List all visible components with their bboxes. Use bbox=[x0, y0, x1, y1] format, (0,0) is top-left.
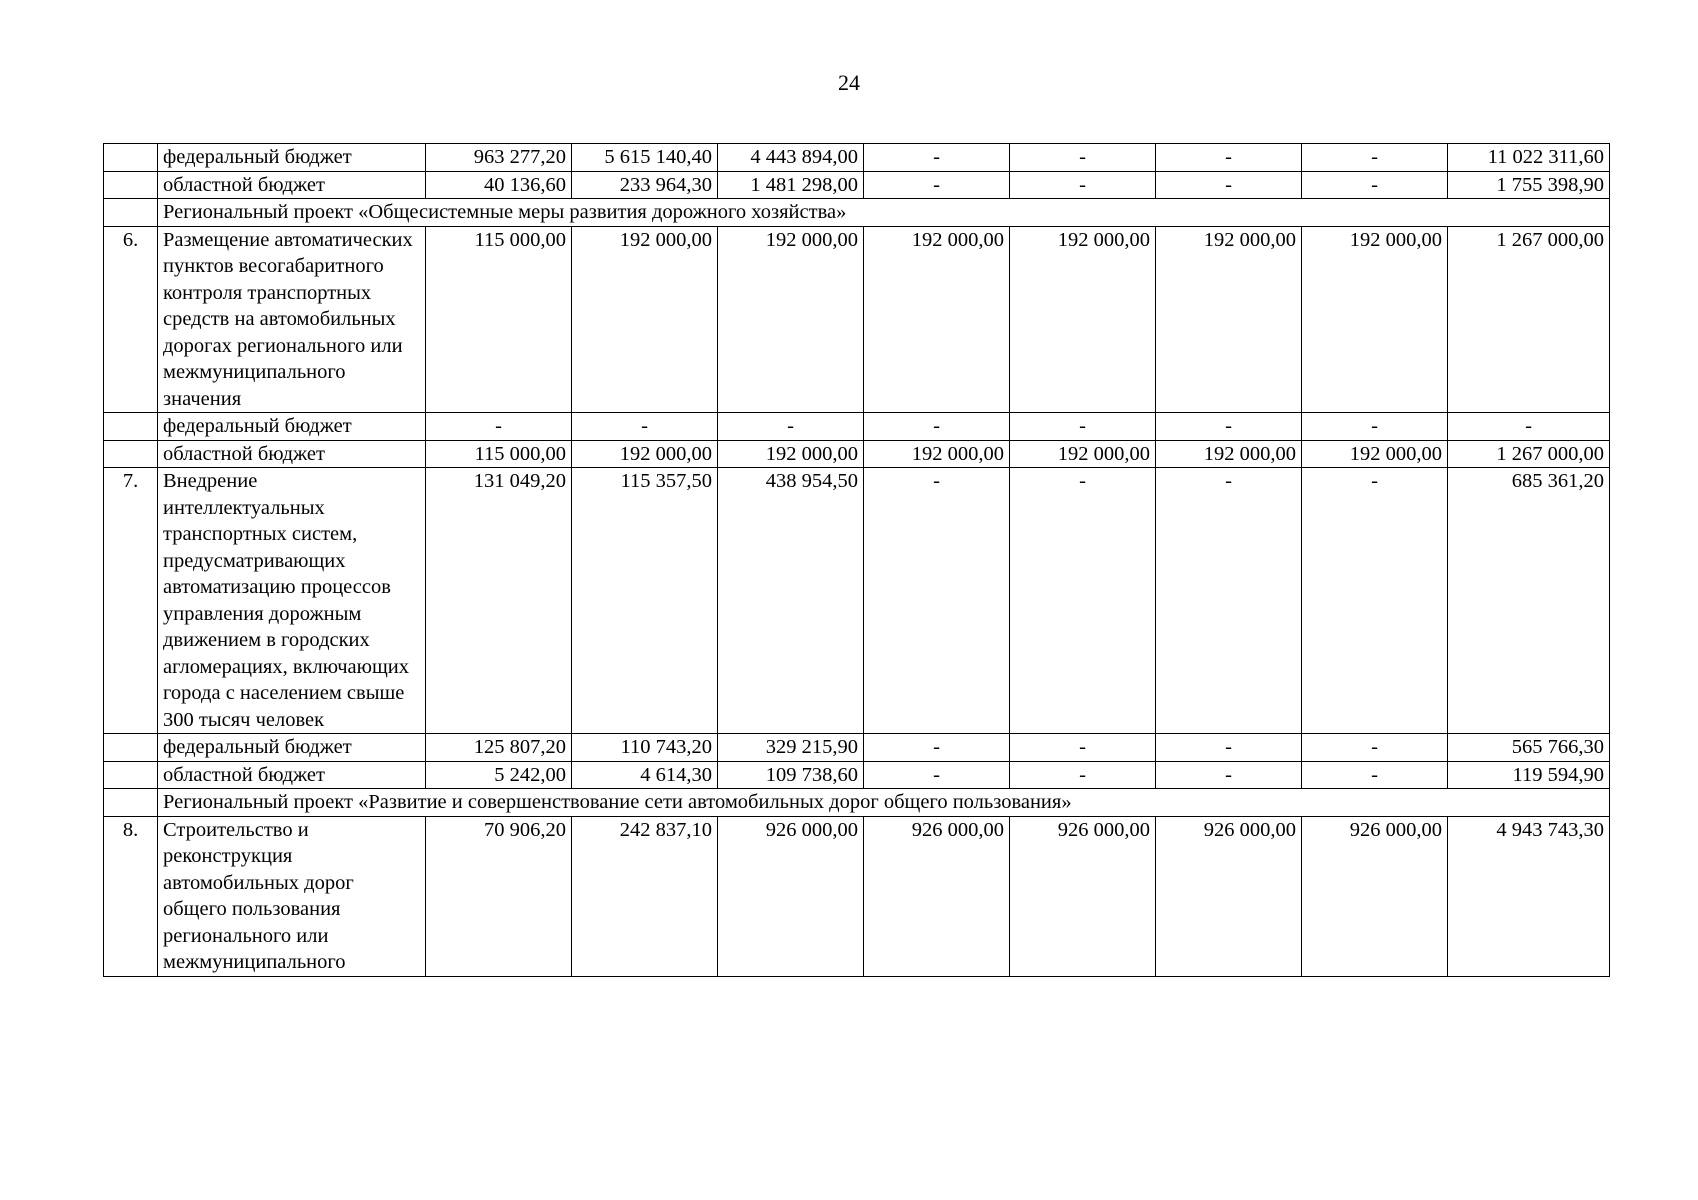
amount-cell: 192 000,00 bbox=[1156, 440, 1302, 468]
row-index bbox=[104, 144, 158, 172]
row-index bbox=[104, 199, 158, 227]
amount-cell: - bbox=[864, 468, 1010, 734]
amount-cell: 192 000,00 bbox=[1156, 226, 1302, 413]
amount-cell: - bbox=[718, 413, 864, 441]
amount-cell: - bbox=[1010, 144, 1156, 172]
amount-cell: 192 000,00 bbox=[718, 440, 864, 468]
row-name: областной бюджет bbox=[158, 761, 426, 789]
row-name: федеральный бюджет bbox=[158, 734, 426, 762]
amount-cell: 438 954,50 bbox=[718, 468, 864, 734]
table-row bbox=[104, 761, 1610, 789]
amount-cell: - bbox=[426, 413, 572, 441]
row-index bbox=[104, 761, 158, 789]
amount-cell: 192 000,00 bbox=[718, 226, 864, 413]
amount-cell: - bbox=[1010, 171, 1156, 199]
amount-cell: 70 906,20 bbox=[426, 816, 572, 976]
section-row bbox=[104, 199, 1610, 227]
row-name: областной бюджет bbox=[158, 171, 426, 199]
amount-cell: - bbox=[1010, 468, 1156, 734]
table-row bbox=[104, 413, 1610, 441]
amount-cell: 565 766,30 bbox=[1448, 734, 1610, 762]
page-number: 24 bbox=[838, 70, 860, 95]
amount-cell: - bbox=[1156, 171, 1302, 199]
amount-cell: 1 267 000,00 bbox=[1448, 226, 1610, 413]
table-row bbox=[104, 171, 1610, 199]
amount-cell: 192 000,00 bbox=[1010, 226, 1156, 413]
table-row bbox=[104, 468, 1610, 734]
amount-cell: - bbox=[1010, 413, 1156, 441]
row-index bbox=[104, 734, 158, 762]
row-index: 8. bbox=[104, 816, 158, 976]
amount-cell: - bbox=[1156, 468, 1302, 734]
budget-table bbox=[103, 143, 1610, 977]
amount-cell: 192 000,00 bbox=[1302, 440, 1448, 468]
amount-cell: 685 361,20 bbox=[1448, 468, 1610, 734]
amount-cell: 192 000,00 bbox=[1010, 440, 1156, 468]
amount-cell: 926 000,00 bbox=[864, 816, 1010, 976]
amount-cell: 192 000,00 bbox=[572, 440, 718, 468]
amount-cell: - bbox=[864, 761, 1010, 789]
amount-cell: 4 443 894,00 bbox=[718, 144, 864, 172]
section-row bbox=[104, 789, 1610, 817]
amount-cell: 115 000,00 bbox=[426, 226, 572, 413]
amount-cell: - bbox=[1302, 413, 1448, 441]
amount-cell: 926 000,00 bbox=[718, 816, 864, 976]
amount-cell: 11 022 311,60 bbox=[1448, 144, 1610, 172]
table-row bbox=[104, 816, 1610, 976]
row-name: Внедрение интеллектуальных транспортных систем, предусматривающих автоматизацию процессов управления дорожным движением в городских агломерациях, включающих города с населением свыше 300 тысяч человек bbox=[158, 468, 426, 734]
amount-cell: - bbox=[864, 144, 1010, 172]
amount-cell: - bbox=[864, 413, 1010, 441]
amount-cell: - bbox=[1156, 761, 1302, 789]
amount-cell: 4 614,30 bbox=[572, 761, 718, 789]
amount-cell: 329 215,90 bbox=[718, 734, 864, 762]
amount-cell: - bbox=[1156, 144, 1302, 172]
amount-cell: 40 136,60 bbox=[426, 171, 572, 199]
amount-cell: - bbox=[1156, 734, 1302, 762]
amount-cell: 109 738,60 bbox=[718, 761, 864, 789]
amount-cell: 125 807,20 bbox=[426, 734, 572, 762]
amount-cell: - bbox=[1302, 734, 1448, 762]
amount-cell: 1 755 398,90 bbox=[1448, 171, 1610, 199]
amount-cell: 5 242,00 bbox=[426, 761, 572, 789]
amount-cell: - bbox=[572, 413, 718, 441]
amount-cell: 926 000,00 bbox=[1010, 816, 1156, 976]
amount-cell: 1 267 000,00 bbox=[1448, 440, 1610, 468]
amount-cell: 192 000,00 bbox=[864, 440, 1010, 468]
amount-cell: 5 615 140,40 bbox=[572, 144, 718, 172]
amount-cell: 926 000,00 bbox=[1302, 816, 1448, 976]
amount-cell: - bbox=[1010, 761, 1156, 789]
row-name: федеральный бюджет bbox=[158, 144, 426, 172]
amount-cell: - bbox=[1302, 761, 1448, 789]
amount-cell: 119 594,90 bbox=[1448, 761, 1610, 789]
table-row bbox=[104, 226, 1610, 413]
amount-cell: - bbox=[1302, 468, 1448, 734]
amount-cell: - bbox=[1010, 734, 1156, 762]
amount-cell: - bbox=[1302, 144, 1448, 172]
amount-cell: 233 964,30 bbox=[572, 171, 718, 199]
row-index bbox=[104, 413, 158, 441]
amount-cell: 963 277,20 bbox=[426, 144, 572, 172]
row-index bbox=[104, 440, 158, 468]
budget-table-body bbox=[104, 144, 1610, 977]
amount-cell: 4 943 743,30 bbox=[1448, 816, 1610, 976]
amount-cell: 192 000,00 bbox=[864, 226, 1010, 413]
amount-cell: 110 743,20 bbox=[572, 734, 718, 762]
section-title: Региональный проект «Развитие и совершенствование сети автомобильных дорог общего пользования» bbox=[158, 789, 1610, 817]
row-name: Строительство и реконструкция автомобильных дорог общего пользования регионального или межмуниципального bbox=[158, 816, 426, 976]
table-row bbox=[104, 440, 1610, 468]
amount-cell: 131 049,20 bbox=[426, 468, 572, 734]
row-name: Размещение автоматических пунктов весогабаритного контроля транспортных средств на автомобильных дорогах регионального или межмуниципального значения bbox=[158, 226, 426, 413]
amount-cell: 926 000,00 bbox=[1156, 816, 1302, 976]
row-index bbox=[104, 171, 158, 199]
section-title: Региональный проект «Общесистемные меры развития дорожного хозяйства» bbox=[158, 199, 1610, 227]
amount-cell: - bbox=[1156, 413, 1302, 441]
amount-cell: 192 000,00 bbox=[572, 226, 718, 413]
row-index: 6. bbox=[104, 226, 158, 413]
amount-cell: 192 000,00 bbox=[1302, 226, 1448, 413]
row-index: 7. bbox=[104, 468, 158, 734]
table-row bbox=[104, 144, 1610, 172]
amount-cell: 242 837,10 bbox=[572, 816, 718, 976]
amount-cell: - bbox=[1302, 171, 1448, 199]
row-index bbox=[104, 789, 158, 817]
row-name: областной бюджет bbox=[158, 440, 426, 468]
table-row bbox=[104, 734, 1610, 762]
amount-cell: 115 357,50 bbox=[572, 468, 718, 734]
amount-cell: - bbox=[864, 171, 1010, 199]
amount-cell: 115 000,00 bbox=[426, 440, 572, 468]
row-name: федеральный бюджет bbox=[158, 413, 426, 441]
amount-cell: - bbox=[1448, 413, 1610, 441]
amount-cell: - bbox=[864, 734, 1010, 762]
amount-cell: 1 481 298,00 bbox=[718, 171, 864, 199]
